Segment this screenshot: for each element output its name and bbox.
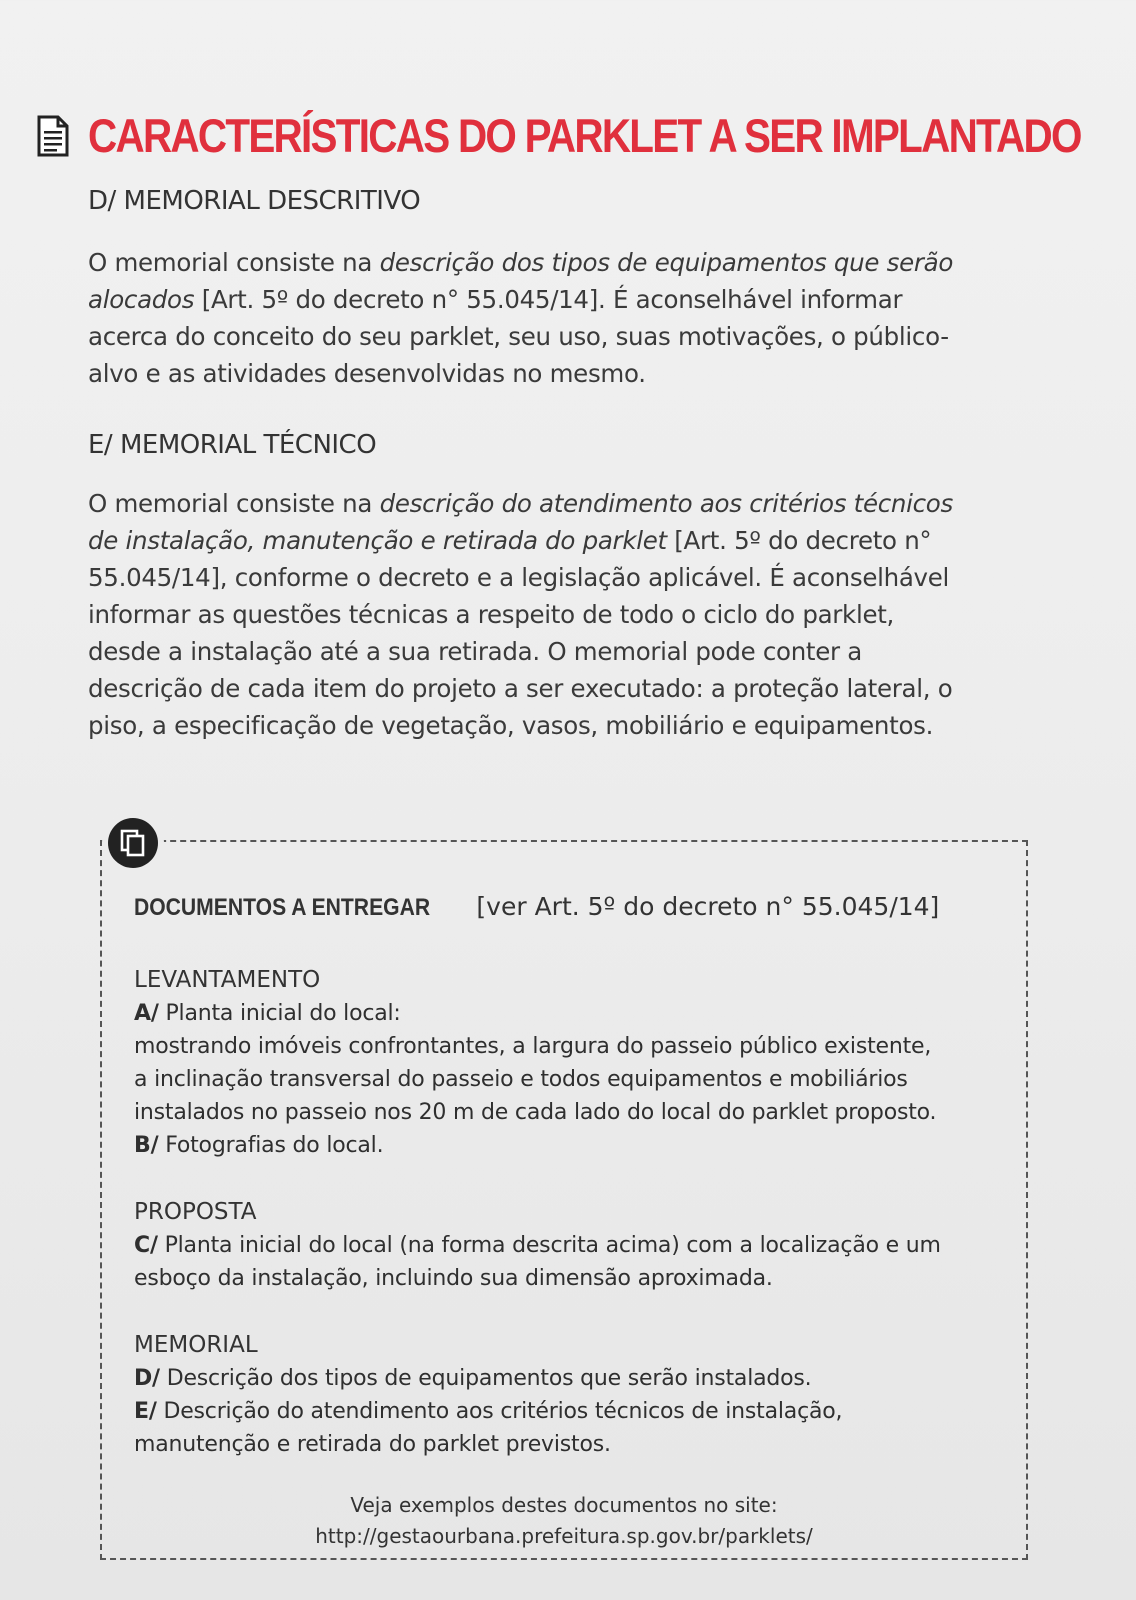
documents-title: DOCUMENTOS A ENTREGAR: [134, 894, 431, 921]
text-run: desde a instalação até a sua retirada. O memorial pode conter a: [88, 637, 862, 666]
text-run: O memorial consiste na: [88, 248, 380, 277]
text-run: Descrição do atendimento aos critérios técnicos de instalação,: [156, 1399, 843, 1424]
section-heading: E/ MEMORIAL TÉCNICO: [88, 430, 377, 460]
page-title: CARACTERÍSTICAS DO PARKLET A SER IMPLANTADO: [88, 109, 1081, 162]
documents-heading: [134, 892, 1014, 922]
documents-footer: [100, 1490, 1028, 1552]
group-title: MEMORIAL: [134, 1332, 258, 1358]
copy-documents-icon: [108, 818, 158, 868]
group-title: PROPOSTA: [134, 1199, 257, 1225]
text-run: C/: [134, 1233, 158, 1258]
text-run: de instalação, manutenção e retirada do parklet: [88, 526, 667, 555]
document-icon: [36, 114, 70, 158]
documents-reference: [ver Art. 5º do decreto n° 55.045/14]: [476, 892, 940, 921]
footer-link[interactable]: http://gestaourbana.prefeitura.sp.gov.br/parklets/: [315, 1524, 813, 1548]
section-heading: D/ MEMORIAL DESCRITIVO: [88, 186, 421, 216]
group-title: LEVANTAMENTO: [134, 967, 321, 993]
text-run: descrição de cada item do projeto a ser executado: a proteção lateral, o: [88, 674, 953, 703]
section-memorial-descritivo: [88, 186, 1028, 392]
group-items: [134, 1362, 1014, 1461]
text-run: esboço da instalação, incluindo sua dimensão aproximada.: [134, 1266, 773, 1291]
group-levantamento: [134, 964, 1014, 1162]
text-run: D/: [134, 1366, 160, 1391]
text-run: Planta inicial do local (na forma descrita acima) com a localização e um: [157, 1233, 941, 1258]
text-run: Descrição dos tipos de equipamentos que serão instalados.: [159, 1366, 812, 1391]
text-run: [Art. 5º do decreto n°: [666, 526, 932, 555]
section-paragraph: [88, 244, 1028, 392]
footer-text: Veja exemplos destes documentos no site:: [350, 1493, 778, 1517]
text-run: 55.045/14], conforme o decreto e a legislação aplicável. É aconselhável: [88, 563, 950, 592]
title-row: [36, 108, 1136, 163]
text-run: alvo e as atividades desenvolvidas no mesmo.: [88, 359, 646, 388]
text-run: [Art. 5º do decreto n° 55.045/14]. É aconselhável informar: [194, 285, 903, 314]
text-run: alocados: [88, 285, 195, 314]
section-paragraph: [88, 485, 1028, 744]
text-run: descrição do atendimento aos critérios técnicos: [379, 489, 953, 518]
text-run: acerca do conceito do seu parklet, seu uso, suas motivações, o público-: [88, 322, 949, 351]
group-memorial: [134, 1329, 1014, 1461]
text-run: descrição dos tipos de equipamentos que serão: [379, 248, 954, 277]
text-run: O memorial consiste na: [88, 489, 380, 518]
group-proposta: [134, 1196, 1014, 1295]
text-run: Fotografias do local.: [158, 1133, 384, 1158]
text-run: informar as questões técnicas a respeito de todo o ciclo do parklet,: [88, 600, 895, 629]
text-run: instalados no passeio nos 20 m de cada lado do local do parklet proposto.: [134, 1100, 937, 1125]
section-memorial-tecnico: [88, 430, 1028, 744]
text-run: a inclinação transversal do passeio e todos equipamentos e mobiliários: [134, 1067, 908, 1092]
documents-content: [134, 892, 1014, 1495]
text-run: manutenção e retirada do parklet previstos.: [134, 1432, 611, 1457]
text-run: B/: [134, 1133, 159, 1158]
text-run: mostrando imóveis confrontantes, a largura do passeio público existente,: [134, 1034, 932, 1059]
text-run: Planta inicial do local:: [158, 1001, 401, 1026]
text-run: E/: [134, 1399, 157, 1424]
text-run: A/: [134, 1001, 159, 1026]
text-run: piso, a especificação de vegetação, vasos, mobiliário e equipamentos.: [88, 711, 934, 740]
group-items: [134, 1229, 1014, 1295]
group-items: [134, 997, 1014, 1162]
